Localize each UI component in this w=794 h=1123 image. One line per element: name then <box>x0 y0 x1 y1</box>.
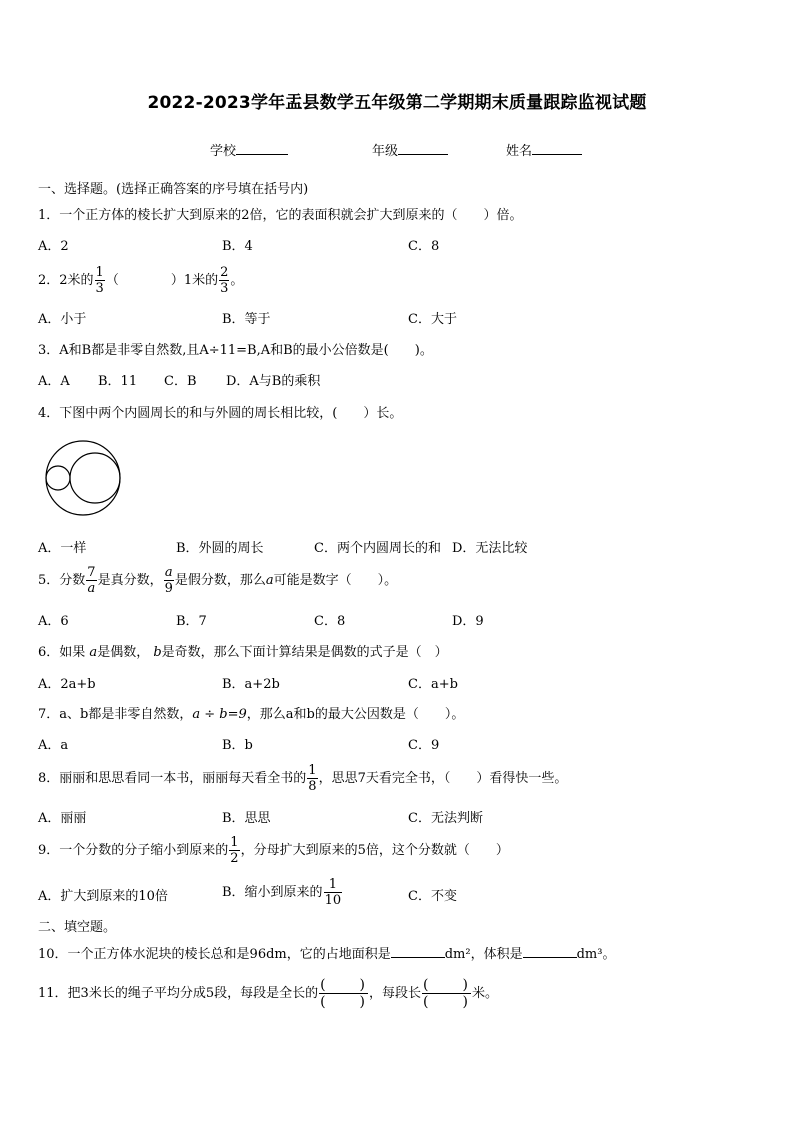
q3-option-a[interactable]: A．A <box>38 374 70 389</box>
small-inner-circle <box>46 466 70 490</box>
outer-circle <box>46 441 120 515</box>
q6-option-a[interactable]: A．2a+b <box>38 677 96 692</box>
circles-figure <box>40 440 126 516</box>
q1-option-c[interactable]: C．8 <box>408 239 440 254</box>
q4-option-c[interactable]: C．两个内圆周长的和 <box>314 541 441 556</box>
question-1: 1．一个正方体的棱长扩大到原来的2倍，它的表面积就会扩大到原来的（ ）倍。 <box>38 208 523 223</box>
paper-title: 2022-2023学年盂县数学五年级第二学期期末质量跟踪监视试题 <box>147 93 647 113</box>
name-field: 姓名 <box>506 140 582 159</box>
q1-option-a[interactable]: A．2 <box>38 239 69 254</box>
q5-option-b[interactable]: B．7 <box>176 614 207 629</box>
grade-blank[interactable] <box>398 142 448 155</box>
question-2: 2．2米的 $\frac{1}{3}$ （ ）1米的 $\frac{2}{3}$ 。 <box>38 265 244 296</box>
q7-option-c[interactable]: C．9 <box>408 738 440 753</box>
q4-option-a[interactable]: A．一样 <box>38 541 87 556</box>
fraction-a-over-9: $\frac{a}{9}$ <box>164 565 173 596</box>
q3-option-c[interactable]: C．B <box>164 374 197 389</box>
q8-option-b[interactable]: B．思思 <box>222 811 271 826</box>
q6-option-b[interactable]: B．a+2b <box>222 677 280 692</box>
q9-option-a[interactable]: A．扩大到原来的10倍 <box>38 889 168 904</box>
question-4: 4．下图中两个内圆周长的和与外圆的周长相比较，( ）长。 <box>38 406 403 421</box>
q9-option-b[interactable]: B．缩小到原来的 $\frac{1}{10}$ <box>222 877 342 908</box>
question-7: 7．a、b都是非零自然数，a ÷ b=9，那么a和b的最大公因数是（ ）。 <box>38 707 465 722</box>
q5-option-d[interactable]: D．9 <box>452 614 484 629</box>
q4-option-b[interactable]: B．外圆的周长 <box>176 541 264 556</box>
name-blank[interactable] <box>532 142 582 155</box>
fraction-7-over-a: $\frac{7}{a}$ <box>87 565 96 596</box>
q2-option-a[interactable]: A．小于 <box>38 312 87 327</box>
school-field: 学校 <box>210 140 288 159</box>
q2-option-c[interactable]: C．大于 <box>408 312 457 327</box>
fraction-answer-blank-2[interactable]: $\frac{( )}{( )}$ <box>423 977 470 1010</box>
q1-option-b[interactable]: B．4 <box>222 239 253 254</box>
q5-option-a[interactable]: A．6 <box>38 614 69 629</box>
grade-field: 年级 <box>372 140 448 159</box>
fraction-one-eighth: $\frac{1}{8}$ <box>308 763 317 794</box>
q7-option-b[interactable]: B．b <box>222 738 253 753</box>
question-10: 10．一个正方体水泥块的棱长总和是96dm，它的占地面积是 dm²，体积是 dm³。 <box>38 947 616 962</box>
section-heading-2: 二、填空题。 <box>38 920 117 935</box>
volume-answer-blank[interactable] <box>523 945 577 958</box>
question-3: 3．A和B都是非零自然数,且A÷11=B,A和B的最小公倍数是( )。 <box>38 343 433 358</box>
q4-option-d[interactable]: D．无法比较 <box>452 541 528 556</box>
area-answer-blank[interactable] <box>391 945 445 958</box>
q9-option-c[interactable]: C．不变 <box>408 889 457 904</box>
q3-option-b[interactable]: B．11 <box>98 374 138 389</box>
fraction-answer-blank-1[interactable]: $\frac{( )}{( )}$ <box>320 977 368 1010</box>
q6-option-c[interactable]: C．a+b <box>408 677 458 692</box>
fraction-two-thirds: $\frac{2}{3}$ <box>220 265 229 296</box>
question-9: 9．一个分数的分子缩小到原来的 $\frac{1}{2}$ ，分母扩大到原来的5倍，这个分数就（ ） <box>38 835 509 866</box>
q8-option-c[interactable]: C．无法判断 <box>408 811 483 826</box>
question-11: 11．把3米长的绳子平均分成5段，每段是全长的 $\frac{( )}{( )}$ ，每段长 $\frac{( )}{( )}$ 米。 <box>38 977 498 1010</box>
question-8: 8．丽丽和思思看同一本书，丽丽每天看全书的 $\frac{1}{8}$ ，思思7天看完全书，（ ）看得快一些。 <box>38 763 568 794</box>
large-inner-circle <box>70 453 120 503</box>
fraction-one-half: $\frac{1}{2}$ <box>230 835 239 866</box>
school-blank[interactable] <box>236 142 288 155</box>
q2-option-b[interactable]: B．等于 <box>222 312 271 327</box>
question-6: 6．如果 a是偶数， b是奇数，那么下面计算结果是偶数的式子是（ ） <box>38 645 448 660</box>
fraction-one-third: $\frac{1}{3}$ <box>95 265 104 296</box>
q5-option-c[interactable]: C．8 <box>314 614 346 629</box>
q3-option-d[interactable]: D．A与B的乘积 <box>226 374 321 389</box>
section-heading-1: 一、选择题。(选择正确答案的序号填在括号内) <box>38 182 309 197</box>
fraction-one-tenth: $\frac{1}{10}$ <box>324 877 342 908</box>
q8-option-a[interactable]: A．丽丽 <box>38 811 87 826</box>
q7-option-a[interactable]: A．a <box>38 738 69 753</box>
question-5: 5．分数 $\frac{7}{a}$ 是真分数， $\frac{a}{9}$ 是假分数，那么a可能是数字（ ）。 <box>38 565 398 596</box>
